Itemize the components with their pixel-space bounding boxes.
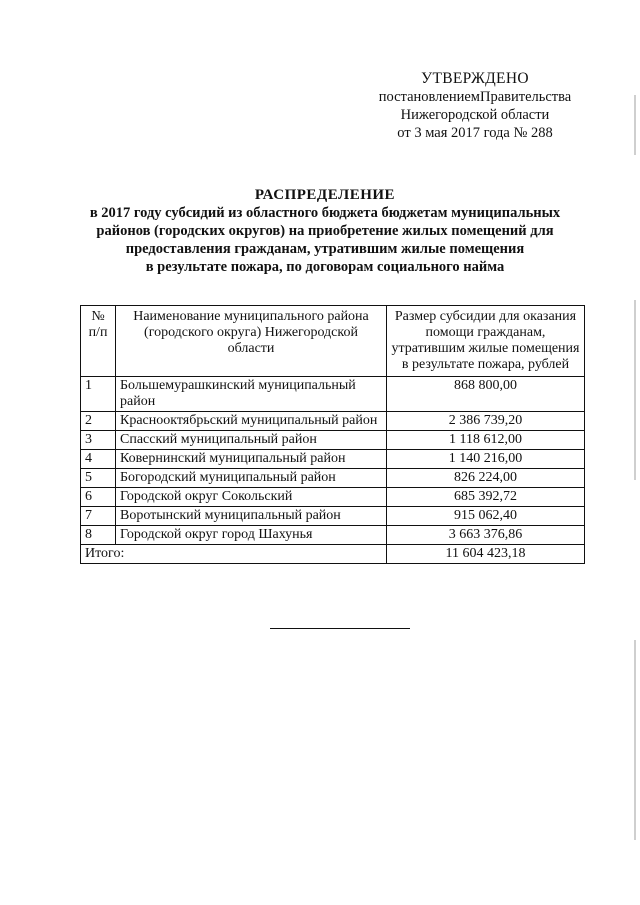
row-name: Спасский муниципальный район [116, 431, 387, 450]
row-sum: 826 224,00 [387, 469, 585, 488]
heading-line-3: предоставления гражданам, утратившим жилые помещения [125, 241, 525, 257]
table-row [81, 526, 585, 545]
table-row [81, 507, 585, 526]
table-row [81, 431, 585, 450]
approval-line-2: Нижегородской области [400, 107, 550, 123]
table-header-row [81, 306, 585, 377]
row-sum: 868 800,00 [387, 377, 585, 412]
row-sum: 1 140 216,00 [387, 450, 585, 469]
signature-line [270, 628, 410, 629]
row-name: Воротынский муниципальный район [116, 507, 387, 526]
row-sum: 1 118 612,00 [387, 431, 585, 450]
header-name: Наименование муниципального района (городского округа) Нижегородской области [116, 306, 387, 377]
header-sum: Размер субсидии для оказания помощи гражданам, утратившим жилые помещения в результате пожара, рублей [387, 306, 585, 377]
scan-edge-mark [634, 95, 636, 155]
total-sum: 11 604 423,18 [387, 545, 585, 564]
total-label: Итого: [81, 545, 387, 564]
row-num: 6 [81, 488, 116, 507]
row-name: Богородский муниципальный район [116, 469, 387, 488]
heading-line-2: районов (городских округов) на приобретение жилых помещений для [96, 223, 554, 239]
row-num: 5 [81, 469, 116, 488]
row-num: 4 [81, 450, 116, 469]
table-row [81, 469, 585, 488]
scan-edge-mark [634, 300, 636, 480]
table-row [81, 450, 585, 469]
row-num: 3 [81, 431, 116, 450]
row-num: 7 [81, 507, 116, 526]
approval-stamp [360, 70, 590, 142]
table-total-row [81, 545, 585, 564]
row-sum: 2 386 739,20 [387, 412, 585, 431]
approval-line-3: от 3 мая 2017 года № 288 [397, 125, 553, 141]
row-num: 1 [81, 377, 116, 412]
table-row [81, 488, 585, 507]
row-name: Городской округ Сокольский [116, 488, 387, 507]
row-name: Городской округ город Шахунья [116, 526, 387, 545]
row-sum: 685 392,72 [387, 488, 585, 507]
header-num: № п/п [81, 306, 116, 377]
row-name: Краснооктябрьский муниципальный район [116, 412, 387, 431]
approval-title: УТВЕРЖДЕНО [421, 70, 529, 87]
approval-line-1: постановлениемПравительства [378, 89, 572, 105]
row-num: 2 [81, 412, 116, 431]
row-sum: 3 663 376,86 [387, 526, 585, 545]
table-row [81, 412, 585, 431]
subsidy-table [80, 305, 585, 564]
table-row [81, 377, 585, 412]
document-heading [70, 186, 580, 276]
scan-edge-mark [634, 640, 636, 840]
heading-line-1: в 2017 году субсидий из областного бюджета бюджетам муниципальных [89, 205, 561, 221]
row-name: Большемурашкинский муниципальный район [116, 377, 387, 412]
row-name: Ковернинский муниципальный район [116, 450, 387, 469]
heading-title: РАСПРЕДЕЛЕНИЕ [254, 187, 396, 203]
heading-line-4: в результате пожара, по договорам социального найма [145, 259, 505, 275]
row-sum: 915 062,40 [387, 507, 585, 526]
row-num: 8 [81, 526, 116, 545]
